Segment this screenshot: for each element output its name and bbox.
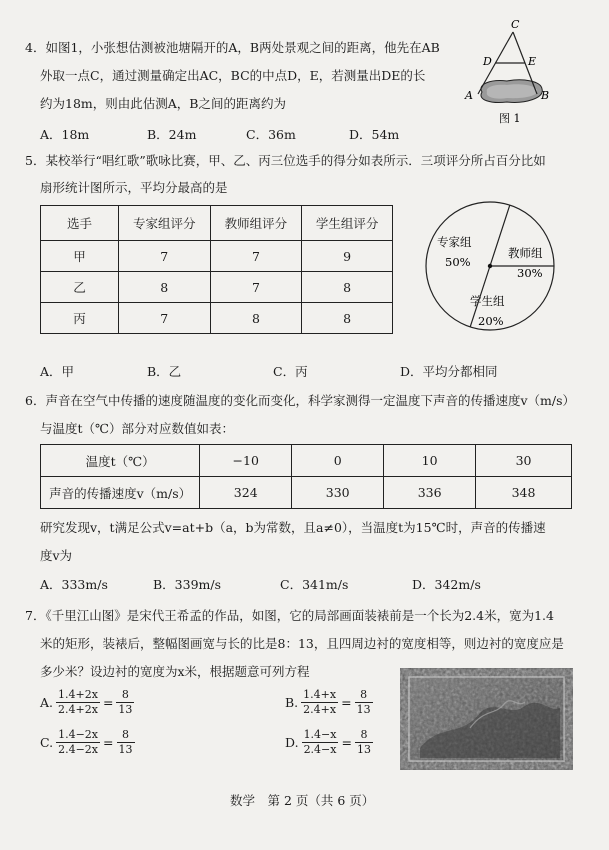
q5-cell: 甲 <box>41 241 119 272</box>
q5-header-cell: 专家组评分 <box>118 206 210 241</box>
q5-header-cell: 选手 <box>41 206 119 241</box>
q5-pie-chart <box>420 196 560 336</box>
q5-cell: 乙 <box>41 272 119 303</box>
q6-data-table <box>40 444 572 509</box>
q7-option-a: A. $\frac{1.4+2x}{2.4+2x}$ = $\frac{8}{13}$ <box>40 688 133 716</box>
q4-option-b: B．24m <box>147 127 197 142</box>
q6-option-d: D．342m/s <box>412 577 481 592</box>
pie-pct-student: 20% <box>478 314 504 328</box>
q5-line-2: 扇形统计图所示，平均分最高的是 <box>40 180 228 195</box>
pie-center <box>488 264 492 268</box>
q7-line-1: 7．《千里江山图》是宋代王希孟的作品，如图，它的局部画面装裱前是一个长为2.4米，宽为1.4 <box>25 608 554 623</box>
q4-option-a: A．18m <box>40 127 90 142</box>
q7-line-3: 多少米？设边衬的宽度为x米，根据题意可列方程 <box>40 664 310 679</box>
q6-line-2: 与温度t（℃）部分对应数值如表： <box>40 421 235 436</box>
q4-option-d: D．54m <box>349 127 400 142</box>
q7-line-2: 米的矩形，装裱后，整幅图画宽与长的比是8：13，且四周边衬的宽度相等，则边衬的宽度应是 <box>40 636 564 651</box>
q5-cell: 丙 <box>41 303 119 334</box>
figure-1-triangle <box>455 18 565 130</box>
q5-line-1: 5．某校举行“唱红歌”歌咏比赛，甲、乙、丙三位选手的得分如表所示．三项评分所占百分比如 <box>25 153 546 168</box>
q5-option-b: B．乙 <box>147 364 182 379</box>
q4-line-1: 4．如图1，小张想估测被池塘隔开的A，B两处景观之间的距离，他先在AB <box>25 40 440 55</box>
page-footer: 数学 第 2 页（共 6 页） <box>230 793 375 808</box>
q4-line-3: 约为18m，则由此估测A，B之间的距离约为 <box>40 96 286 111</box>
pie-label-expert: 专家组 <box>437 235 472 249</box>
qianli-jiangshan-painting <box>400 668 573 770</box>
q6-row-head-temp: 温度t（℃） <box>41 445 200 477</box>
q5-option-a: A．甲 <box>40 364 75 379</box>
q5-cell: 8 <box>302 303 393 334</box>
q6-option-a: A．333m/s <box>40 577 108 592</box>
pie-pct-teacher: 30% <box>517 266 543 280</box>
figure-1-caption: 图 1 <box>499 112 521 125</box>
label-d: D <box>483 55 492 68</box>
q5-cell: 9 <box>302 241 393 272</box>
q6-option-c: C．341m/s <box>280 577 349 592</box>
q6-cell: 336 <box>384 477 476 509</box>
q6-cell: 324 <box>200 477 292 509</box>
q5-header-cell: 学生组评分 <box>302 206 393 241</box>
q5-cell: 7 <box>210 241 302 272</box>
q6-cell: 348 <box>476 477 572 509</box>
pie-label-teacher: 教师组 <box>508 246 543 260</box>
q5-option-d: D．平均分都相同 <box>400 364 498 379</box>
q6-row-head-speed: 声音的传播速度v（m/s） <box>41 477 200 509</box>
q7-option-c: C. $\frac{1.4-2x}{2.4-2x}$ = $\frac{8}{13}$ <box>40 728 133 756</box>
pie-divider <box>490 205 510 266</box>
q4-line-2: 外取一点C，通过测量确定出AC，BC的中点D，E，若测量出DE的长 <box>40 68 426 83</box>
q6-cell: 10 <box>384 445 476 477</box>
q5-cell: 7 <box>118 241 210 272</box>
q6-line-1: 6．声音在空气中传播的速度随温度的变化而变化，科学家测得一定温度下声音的传播速度v（m/s） <box>25 393 575 408</box>
q6-cell: 30 <box>476 445 572 477</box>
q6-cell: 330 <box>292 477 384 509</box>
q5-cell: 7 <box>118 303 210 334</box>
q4-option-c: C．36m <box>246 127 296 142</box>
q5-cell: 8 <box>302 272 393 303</box>
q6-after-1: 研究发现v，t满足公式v=at+b（a，b为常数，且a≠0），当温度t为15℃时，声音的传播速 <box>40 520 546 535</box>
q6-after-2: 度v为 <box>40 548 73 563</box>
q5-score-table <box>40 205 393 334</box>
q5-header-cell: 教师组评分 <box>210 206 302 241</box>
q5-option-c: C．丙 <box>273 364 308 379</box>
q6-option-b: B．339m/s <box>153 577 222 592</box>
label-b: B <box>541 89 550 102</box>
q5-cell: 8 <box>210 303 302 334</box>
label-e: E <box>528 55 537 68</box>
q5-cell: 8 <box>118 272 210 303</box>
label-c: C <box>511 18 520 31</box>
q6-cell: −10 <box>200 445 292 477</box>
label-a: A <box>465 89 473 102</box>
q5-cell: 7 <box>210 272 302 303</box>
q7-option-d: D. $\frac{1.4-x}{2.4-x}$ = $\frac{8}{13}$ <box>285 728 371 756</box>
pie-pct-expert: 50% <box>445 255 471 269</box>
q6-cell: 0 <box>292 445 384 477</box>
q7-option-b: B. $\frac{1.4+x}{2.4+x}$ = $\frac{8}{13}$ <box>285 688 371 716</box>
pie-label-student: 学生组 <box>470 294 505 308</box>
